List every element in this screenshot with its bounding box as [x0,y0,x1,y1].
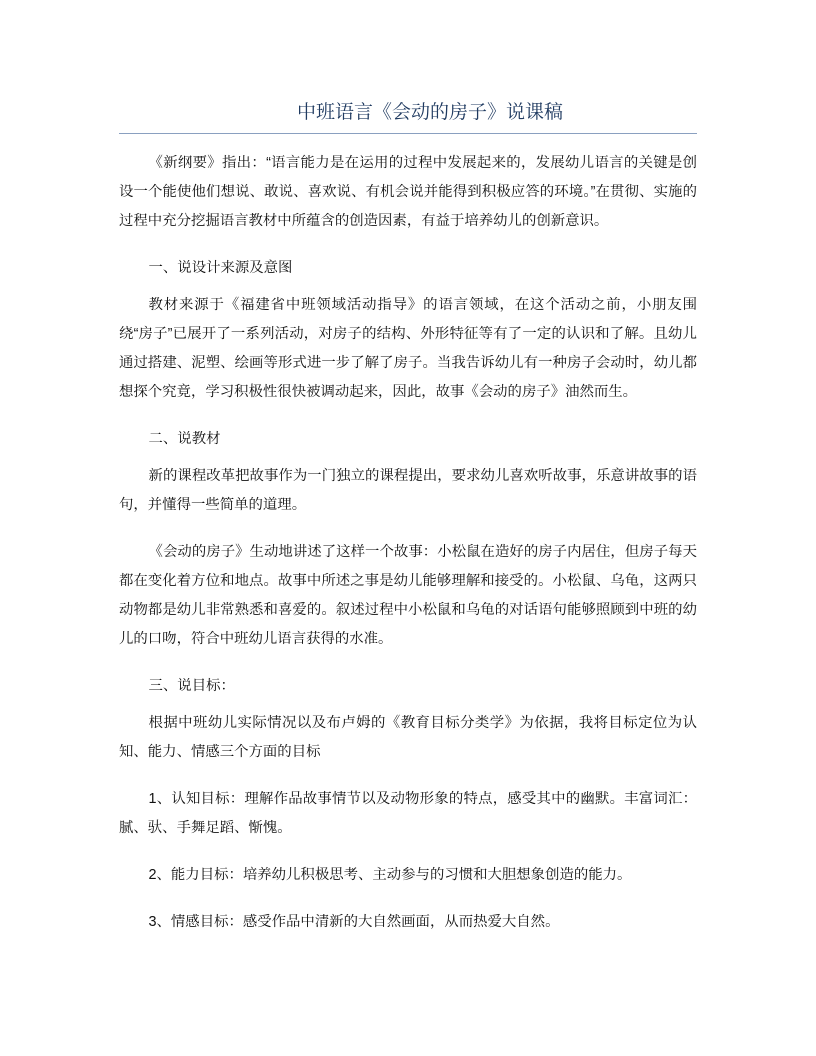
title-divider [119,133,697,134]
section-heading-1: 一、说设计来源及意图 [148,260,293,276]
page-title: 中班语言《会动的房子》说课稿 [296,102,563,123]
paragraph-curriculum: 新的课程改革把故事作为一门独立的课程提出，要求幼儿喜欢听故事，乐意讲故事的语句，并懂得一些简单的道理。 [119,468,697,513]
document-body [119,149,697,955]
paragraph-goals-basis: 根据中班幼儿实际情况以及布卢姆的《教育目标分类学》为依据，我将目标定位为认知、能力、情感三个方面的目标 [119,715,697,760]
section-heading-3: 三、说目标： [148,678,235,694]
goal-ability: 2、能力目标：培养幼儿积极思考、主动参与的习惯和大胆想象创造的能力。 [148,867,632,883]
paragraph-intro: 《新纲要》指出：“语言能力是在运用的过程中发展起来的，发展幼儿语言的关键是创设一个能使他们想说、敢说、喜欢说、有机会说并能得到积极应答的环境。”在贯彻、实施的过程中充分挖掘语言教材中所蕴含的创造因素，有益于培养幼儿的创新意识。 [119,155,697,229]
goal-emotional: 3、情感目标：感受作品中清新的大自然画面，从而热爱大自然。 [148,914,560,930]
paragraph-design-source: 教材来源于《福建省中班领域活动指导》的语言领域，在这个活动之前，小朋友围绕“房子”已展开了一系列活动，对房子的结构、外形特征等有了一定的认识和了解。且幼儿通过搭建、泥塑、绘画等形式进一步了解了房子。当我告诉幼儿有一种房子会动时，幼儿都想探个究竟，学习积极性很快被调动起来，因此，故事《会动的房子》油然而生。 [119,297,697,400]
goal-cognitive: 1、认知目标：理解作品故事情节以及动物形象的特点，感受其中的幽默。丰富词汇：腻、驮、手舞足蹈、惭愧。 [119,791,697,836]
paragraph-story-summary: 《会动的房子》生动地讲述了这样一个故事：小松鼠在造好的房子内居住，但房子每天都在变化着方位和地点。故事中所述之事是幼儿能够理解和接受的。小松鼠、乌龟，这两只动物都是幼儿非常熟悉和喜爱的。叙述过程中小松鼠和乌龟的对话语句能够照顾到中班的幼儿的口吻，符合中班幼儿语言获得的水准。 [119,544,697,647]
section-heading-2: 二、说教材 [148,431,221,447]
